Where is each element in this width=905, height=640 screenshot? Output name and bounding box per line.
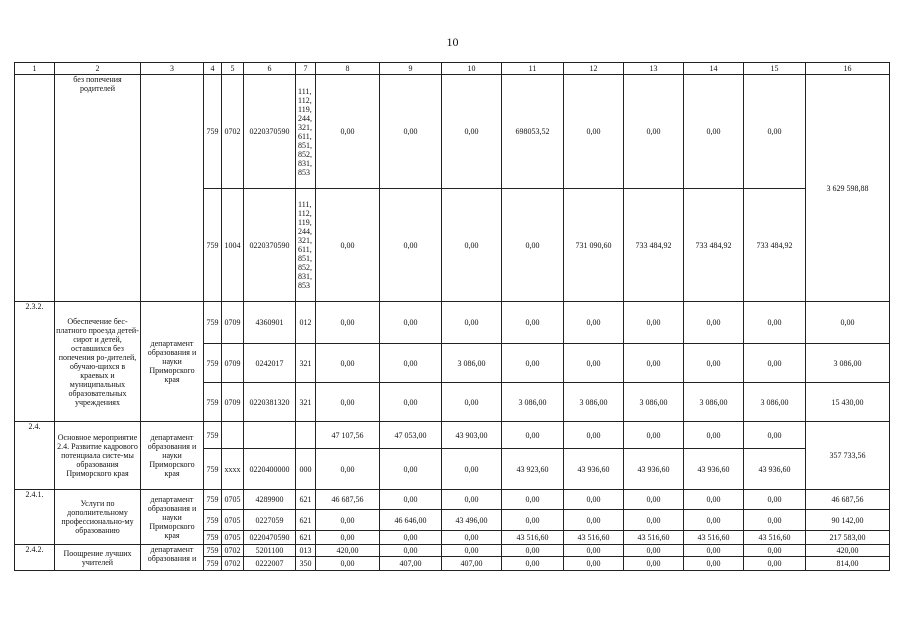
table-cell: 0709: [222, 344, 244, 383]
header-cell: 15: [744, 63, 806, 75]
header-cell: 14: [684, 63, 744, 75]
table-cell: 0,00: [624, 490, 684, 510]
total-cell: 0,00: [806, 302, 890, 344]
table-cell: 0,00: [316, 531, 380, 545]
table-cell: 0,00: [502, 510, 564, 531]
table-cell: 43 516,60: [564, 531, 624, 545]
table-cell: 0,00: [380, 449, 442, 490]
table-cell: 0,00: [442, 189, 502, 302]
table-cell: 350: [296, 557, 316, 571]
table-cell: 47 107,56: [316, 422, 380, 449]
table-row: [15, 545, 890, 557]
row-number: 2.3.2.: [15, 302, 55, 422]
table-row: [15, 490, 890, 510]
table-cell: 43 903,00: [442, 422, 502, 449]
table-cell: 759: [204, 557, 222, 571]
table-cell: 43 936,60: [564, 449, 624, 490]
table-cell: 0,00: [684, 422, 744, 449]
table-cell: 0,00: [442, 302, 502, 344]
table-cell: 0,00: [684, 490, 744, 510]
table-row: [15, 75, 890, 189]
header-cell: 5: [222, 63, 244, 75]
table-cell: 759: [204, 383, 222, 422]
table-cell: 0,00: [564, 422, 624, 449]
table-cell: 321: [296, 344, 316, 383]
table-cell: 0,00: [442, 75, 502, 189]
table-cell: 0222007: [244, 557, 296, 571]
table-cell: 0,00: [502, 490, 564, 510]
table-cell: 0,00: [744, 344, 806, 383]
table-cell: 733 484,92: [624, 189, 684, 302]
table-cell: 0,00: [502, 422, 564, 449]
table-cell: 0,00: [624, 302, 684, 344]
table-cell: 0,00: [744, 510, 806, 531]
table-cell: 0220400000: [244, 449, 296, 490]
table-cell: 0,00: [442, 449, 502, 490]
table-cell: 321: [296, 383, 316, 422]
header-cell: 13: [624, 63, 684, 75]
table-cell: 0220370590: [244, 75, 296, 189]
table-cell: [222, 422, 244, 449]
table-cell: 0705: [222, 531, 244, 545]
table-cell: 4360901: [244, 302, 296, 344]
executor: департамент образования и науки Приморского края: [141, 422, 204, 490]
table-cell: 0709: [222, 383, 244, 422]
expense-codes: 111, 112, 119, 244, 321, 611, 851, 852, 831, 853: [296, 189, 316, 302]
table-cell: 3 086,00: [684, 383, 744, 422]
table-cell: 0227059: [244, 510, 296, 531]
table-cell: 3 086,00: [442, 344, 502, 383]
total-cell: 3 629 598,88: [806, 75, 890, 302]
table-cell: 0,00: [380, 531, 442, 545]
header-cell: 1: [15, 63, 55, 75]
table-cell: 0,00: [502, 545, 564, 557]
table-cell: 0,00: [684, 510, 744, 531]
table-cell: 0,00: [316, 510, 380, 531]
table-cell: 407,00: [442, 557, 502, 571]
table-cell: 000: [296, 449, 316, 490]
total-cell: 217 583,00: [806, 531, 890, 545]
table-cell: 47 053,00: [380, 422, 442, 449]
row-number: 2.4.2.: [15, 545, 55, 571]
header-cell: 7: [296, 63, 316, 75]
table-cell: 0,00: [624, 510, 684, 531]
table-cell: 0,00: [624, 545, 684, 557]
table-cell: 0,00: [380, 75, 442, 189]
table-cell: 5201100: [244, 545, 296, 557]
table-cell: 0,00: [380, 344, 442, 383]
table-cell: 0,00: [502, 344, 564, 383]
page-number: 10: [446, 35, 459, 49]
table-cell: 759: [204, 302, 222, 344]
table-cell: 43 516,60: [684, 531, 744, 545]
table-cell: 0,00: [684, 344, 744, 383]
table-cell: 0,00: [502, 302, 564, 344]
measure-description: Поощрение лучших учителей: [55, 545, 141, 571]
table-cell: 759: [204, 75, 222, 189]
table-cell: 3 086,00: [502, 383, 564, 422]
table-cell: 0,00: [744, 490, 806, 510]
table-cell: 0,00: [744, 302, 806, 344]
total-cell: 46 687,56: [806, 490, 890, 510]
table-cell: 759: [204, 449, 222, 490]
total-cell: 15 430,00: [806, 383, 890, 422]
header-cell: 8: [316, 63, 380, 75]
table-cell: 0,00: [624, 344, 684, 383]
table-cell: 0,00: [442, 545, 502, 557]
table-cell: 0,00: [316, 189, 380, 302]
table-cell: 0,00: [744, 422, 806, 449]
table-cell: [296, 422, 316, 449]
executor: департамент образования и: [141, 545, 204, 571]
table-cell: 3 086,00: [624, 383, 684, 422]
table-cell: 0702: [222, 557, 244, 571]
table-cell: 0702: [222, 545, 244, 557]
header-cell: 11: [502, 63, 564, 75]
table-cell: 0,00: [684, 557, 744, 571]
table-cell: 0,00: [316, 75, 380, 189]
header-cell: 3: [141, 63, 204, 75]
table-cell: 0,00: [564, 557, 624, 571]
table-cell: 759: [204, 510, 222, 531]
table-cell: 0242017: [244, 344, 296, 383]
table-cell: 3 086,00: [564, 383, 624, 422]
table-cell: 43 923,60: [502, 449, 564, 490]
total-cell: 814,00: [806, 557, 890, 571]
table-cell: 0702: [222, 75, 244, 189]
table-row: [15, 422, 890, 449]
table-cell: 0220470590: [244, 531, 296, 545]
table-cell: 0705: [222, 510, 244, 531]
row-number: 2.4.: [15, 422, 55, 490]
table-cell: 759: [204, 531, 222, 545]
table-cell: 46 687,56: [316, 490, 380, 510]
table-cell: 759: [204, 422, 222, 449]
header-cell: 6: [244, 63, 296, 75]
table-cell: 0,00: [380, 545, 442, 557]
budget-table: [14, 62, 890, 571]
table-cell: 0,00: [502, 189, 564, 302]
table-cell: 0,00: [380, 490, 442, 510]
table-cell: [244, 422, 296, 449]
table-cell: 0,00: [744, 75, 806, 189]
table-cell: 759: [204, 189, 222, 302]
table-cell: 0,00: [380, 302, 442, 344]
header-cell: 9: [380, 63, 442, 75]
table-cell: 621: [296, 531, 316, 545]
table-cell: 0,00: [316, 557, 380, 571]
header-cell: 16: [806, 63, 890, 75]
table-cell: 43 496,00: [442, 510, 502, 531]
table-cell: 733 484,92: [744, 189, 806, 302]
header-cell: 10: [442, 63, 502, 75]
total-cell: 90 142,00: [806, 510, 890, 531]
total-cell: 420,00: [806, 545, 890, 557]
executor: [141, 75, 204, 302]
table-cell: 0,00: [624, 557, 684, 571]
expense-codes: 111, 112, 119, 244, 321, 611, 851, 852, 831, 853: [296, 75, 316, 189]
table-cell: 0,00: [684, 302, 744, 344]
executor: департамент образования и науки Приморского края: [141, 490, 204, 545]
table-cell: 698053,52: [502, 75, 564, 189]
table-cell: 0,00: [316, 344, 380, 383]
table-cell: 013: [296, 545, 316, 557]
table-cell: 43 516,60: [624, 531, 684, 545]
table-cell: 0220381320: [244, 383, 296, 422]
table-cell: 0,00: [624, 75, 684, 189]
table-cell: 43 936,60: [744, 449, 806, 490]
table-cell: 43 936,60: [684, 449, 744, 490]
header-cell: 4: [204, 63, 222, 75]
table-cell: 0,00: [442, 531, 502, 545]
table-cell: 0,00: [316, 449, 380, 490]
table-row: [15, 302, 890, 344]
table-cell: 43 516,60: [502, 531, 564, 545]
table-cell: 4289900: [244, 490, 296, 510]
table-cell: 0,00: [744, 557, 806, 571]
table-cell: 46 646,00: [380, 510, 442, 531]
table-cell: 0,00: [564, 545, 624, 557]
table-cell: 759: [204, 490, 222, 510]
table-cell: 0,00: [564, 344, 624, 383]
measure-description: Услуги по дополнительному профессионально-му образованию: [55, 490, 141, 545]
total-cell: 3 086,00: [806, 344, 890, 383]
header-row: [15, 63, 890, 75]
table-cell: 0,00: [744, 545, 806, 557]
table-cell: 759: [204, 344, 222, 383]
table-cell: 0,00: [442, 383, 502, 422]
table-cell: 0,00: [380, 189, 442, 302]
row-number: [15, 75, 55, 302]
table-cell: 0,00: [316, 302, 380, 344]
table-cell: 759: [204, 545, 222, 557]
header-cell: 2: [55, 63, 141, 75]
table-cell: 012: [296, 302, 316, 344]
table-cell: 0,00: [316, 383, 380, 422]
table-cell: 1004: [222, 189, 244, 302]
table-cell: 0,00: [684, 545, 744, 557]
measure-description: Обеспечение бес-платного проезда детей-сирот и детей, оставшихся без попечения ро-дителей, обучаю-щихся в краевых и муниципальных образовательных учреждениях: [55, 302, 141, 422]
executor: департамент образования и науки Приморского края: [141, 302, 204, 422]
table-cell: 0,00: [564, 75, 624, 189]
row-number: 2.4.1.: [15, 490, 55, 545]
table-cell: 0,00: [502, 557, 564, 571]
table-cell: 3 086,00: [744, 383, 806, 422]
table-cell: 0,00: [564, 510, 624, 531]
header-cell: 12: [564, 63, 624, 75]
table-cell: 43 516,60: [744, 531, 806, 545]
table-cell: 0220370590: [244, 189, 296, 302]
measure-description: без попечения родителей: [55, 75, 141, 302]
measure-description: Основное мероприятие 2.4. Развитие кадрового потенциала систе-мы образования Приморского края: [55, 422, 141, 490]
table-cell: 0705: [222, 490, 244, 510]
table-cell: хххх: [222, 449, 244, 490]
table-cell: 0,00: [564, 302, 624, 344]
table-cell: 731 090,60: [564, 189, 624, 302]
table-cell: 0709: [222, 302, 244, 344]
total-cell: 357 733,56: [806, 422, 890, 490]
table-cell: 0,00: [564, 490, 624, 510]
table-cell: 0,00: [624, 422, 684, 449]
table-cell: 621: [296, 490, 316, 510]
table-cell: 0,00: [380, 383, 442, 422]
table-cell: 43 936,60: [624, 449, 684, 490]
table-cell: 407,00: [380, 557, 442, 571]
table-cell: 420,00: [316, 545, 380, 557]
table-cell: 733 484,92: [684, 189, 744, 302]
table-cell: 0,00: [684, 75, 744, 189]
table-cell: 621: [296, 510, 316, 531]
table-cell: 0,00: [442, 490, 502, 510]
